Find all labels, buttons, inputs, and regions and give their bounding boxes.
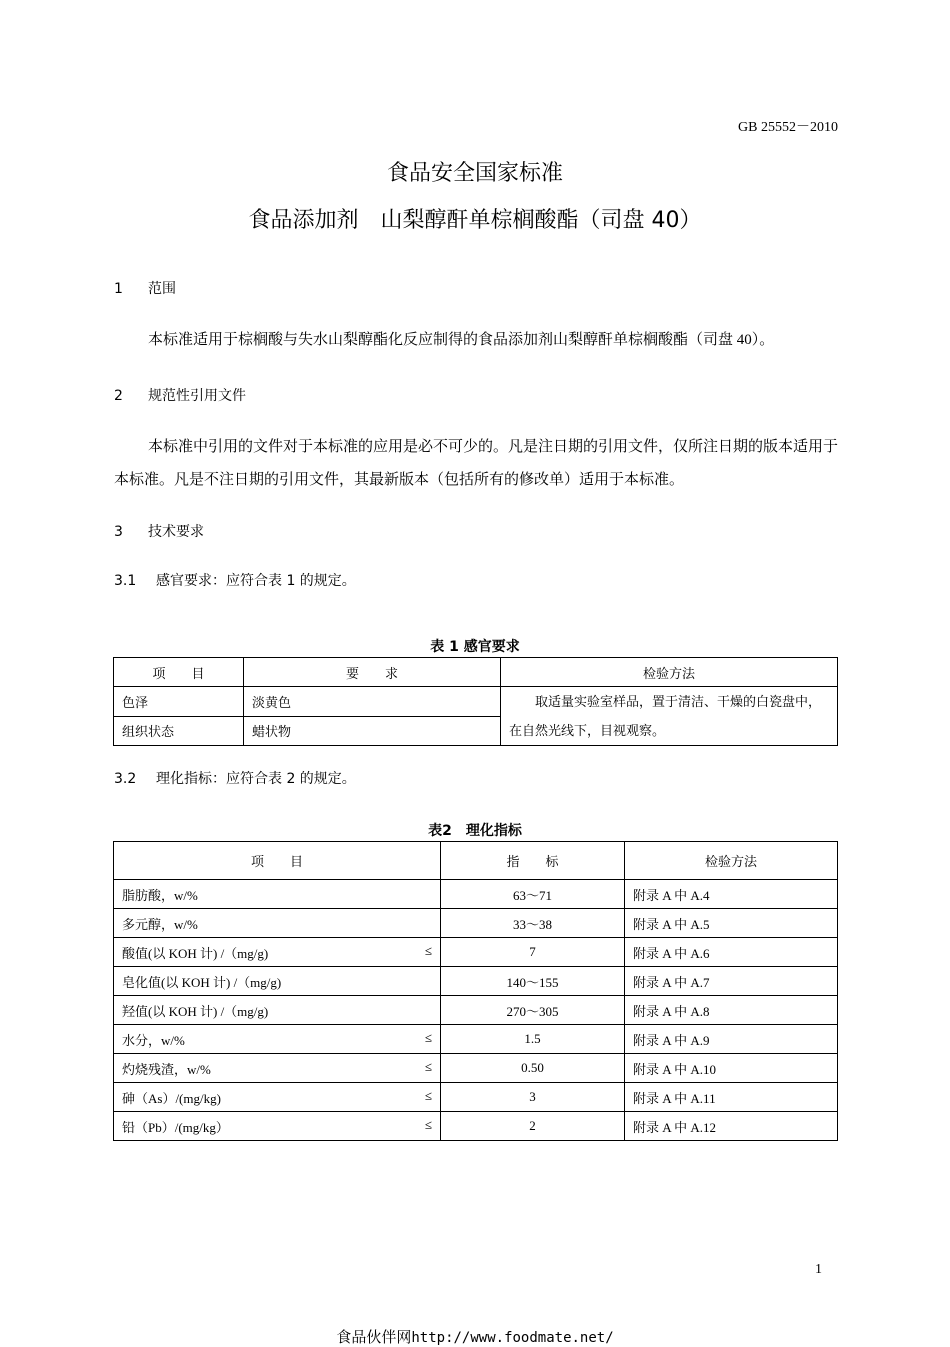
value-cell: 140～155 [441, 967, 625, 996]
le-symbol: ≤ [424, 1116, 432, 1132]
standard-code: GB 25552－2010 [738, 120, 838, 135]
footer-url[interactable]: http://www.foodmate.net/ [411, 1330, 614, 1346]
section-1-heading [114, 278, 176, 298]
le-symbol: ≤ [424, 1058, 432, 1074]
section-number: 3 [114, 524, 123, 540]
section-2-text: 本标准中引用的文件对于本标准的应用是必不可少的。凡是注日期的引用文件，仅所注日期的版本适用于本标准。凡是不注日期的引用文件，其最新版本（包括所有的修改单）适用于本标准。 [114, 439, 839, 488]
value-cell: 3 [441, 1083, 625, 1112]
table-row [114, 938, 838, 967]
section-number: 1 [114, 281, 123, 297]
section-1-text: 本标准适用于棕榈酸与失水山梨醇酯化反应制得的食品添加剂山梨醇酐单棕榈酸酯（司盘 40）。 [148, 332, 775, 348]
item-label: 灼烧残渣，w/% [122, 1061, 211, 1077]
table-2-physicochemical [113, 841, 838, 1141]
table-row [114, 1112, 838, 1141]
table-2-caption: 表2 理化指标 [428, 823, 522, 839]
table-row [114, 1025, 838, 1054]
method-cell: 取适量实验室样品，置于清洁、干燥的白瓷盘中，在自然光线下，目视观察。 [501, 687, 838, 746]
value-cell: 2 [441, 1112, 625, 1141]
footer-site: 食品伙伴网 [336, 1330, 412, 1346]
item-cell [114, 880, 441, 909]
table-header-row [114, 658, 838, 687]
header-cell: 项 目 [114, 658, 244, 687]
requirement-cell: 淡黄色 [244, 687, 501, 717]
value-cell: 270～305 [441, 996, 625, 1025]
table-row [114, 1083, 838, 1112]
section-3-heading [114, 521, 204, 541]
value-cell: 63～71 [441, 880, 625, 909]
table-header-row [114, 842, 838, 880]
section-number: 3.2 [114, 771, 137, 787]
table-row [114, 687, 838, 717]
item-label: 酸值(以 KOH 计) /（mg/g) [122, 945, 269, 961]
method-cell: 附录 A 中 A.12 [625, 1112, 838, 1141]
page-number: 1 [815, 1262, 822, 1277]
value-cell: 33～38 [441, 909, 625, 938]
header-cell: 检验方法 [625, 842, 838, 880]
method-cell: 附录 A 中 A.10 [625, 1054, 838, 1083]
header-cell: 指 标 [441, 842, 625, 880]
le-symbol: ≤ [424, 1087, 432, 1103]
item-cell [114, 1083, 441, 1112]
item-cell [114, 938, 441, 967]
value-cell: 7 [441, 938, 625, 967]
header-cell: 项 目 [114, 842, 441, 880]
method-cell: 附录 A 中 A.5 [625, 909, 838, 938]
le-symbol: ≤ [424, 1029, 432, 1045]
item-cell: 色泽 [114, 687, 244, 717]
document-title: 食品安全国家标准 [386, 161, 563, 186]
item-cell [114, 1025, 441, 1054]
item-cell [114, 967, 441, 996]
value-cell: 0.50 [441, 1054, 625, 1083]
method-cell: 附录 A 中 A.8 [625, 996, 838, 1025]
table-1-sensory [113, 657, 838, 746]
item-cell [114, 1112, 441, 1141]
item-label: 铅（Pb）/(mg/kg） [122, 1119, 229, 1135]
section-number: 3.1 [114, 573, 137, 589]
le-symbol: ≤ [424, 942, 432, 958]
section-title: 规范性引用文件 [148, 388, 246, 404]
item-cell [114, 909, 441, 938]
section-title: 技术要求 [148, 524, 204, 540]
requirement-cell: 蜡状物 [244, 716, 501, 746]
item-cell [114, 1054, 441, 1083]
method-cell: 附录 A 中 A.7 [625, 967, 838, 996]
item-label: 砷（As）/(mg/kg) [122, 1090, 221, 1106]
header-cell: 检验方法 [501, 658, 838, 687]
item-cell: 组织状态 [114, 716, 244, 746]
table-row [114, 967, 838, 996]
item-label: 脂肪酸，w/% [122, 887, 198, 903]
table-row [114, 909, 838, 938]
method-cell: 附录 A 中 A.11 [625, 1083, 838, 1112]
section-title: 范围 [148, 281, 176, 297]
table-row [114, 880, 838, 909]
table-row [114, 996, 838, 1025]
section-2-heading [114, 385, 246, 405]
section-3-2-heading [114, 768, 356, 788]
item-label: 水分，w/% [122, 1032, 185, 1048]
item-label: 羟值(以 KOH 计) /（mg/g) [122, 1003, 269, 1019]
section-title: 理化指标：应符合表 2 的规定。 [156, 771, 356, 787]
table-1-caption: 表 1 感官要求 [430, 639, 520, 655]
table-body [114, 880, 838, 1141]
item-cell [114, 996, 441, 1025]
header-cell: 要 求 [244, 658, 501, 687]
value-cell: 1.5 [441, 1025, 625, 1054]
method-cell: 附录 A 中 A.9 [625, 1025, 838, 1054]
section-title: 感官要求：应符合表 1 的规定。 [156, 573, 356, 589]
item-label: 多元醇，w/% [122, 916, 198, 932]
item-label: 皂化值(以 KOH 计) /（mg/g) [122, 974, 282, 990]
method-cell: 附录 A 中 A.4 [625, 880, 838, 909]
document-subtitle: 食品添加剂 山梨醇酐单棕榈酸酯（司盘 40） [248, 208, 702, 233]
section-number: 2 [114, 388, 123, 404]
table-row [114, 1054, 838, 1083]
method-cell: 附录 A 中 A.6 [625, 938, 838, 967]
section-3-1-heading [114, 570, 356, 590]
